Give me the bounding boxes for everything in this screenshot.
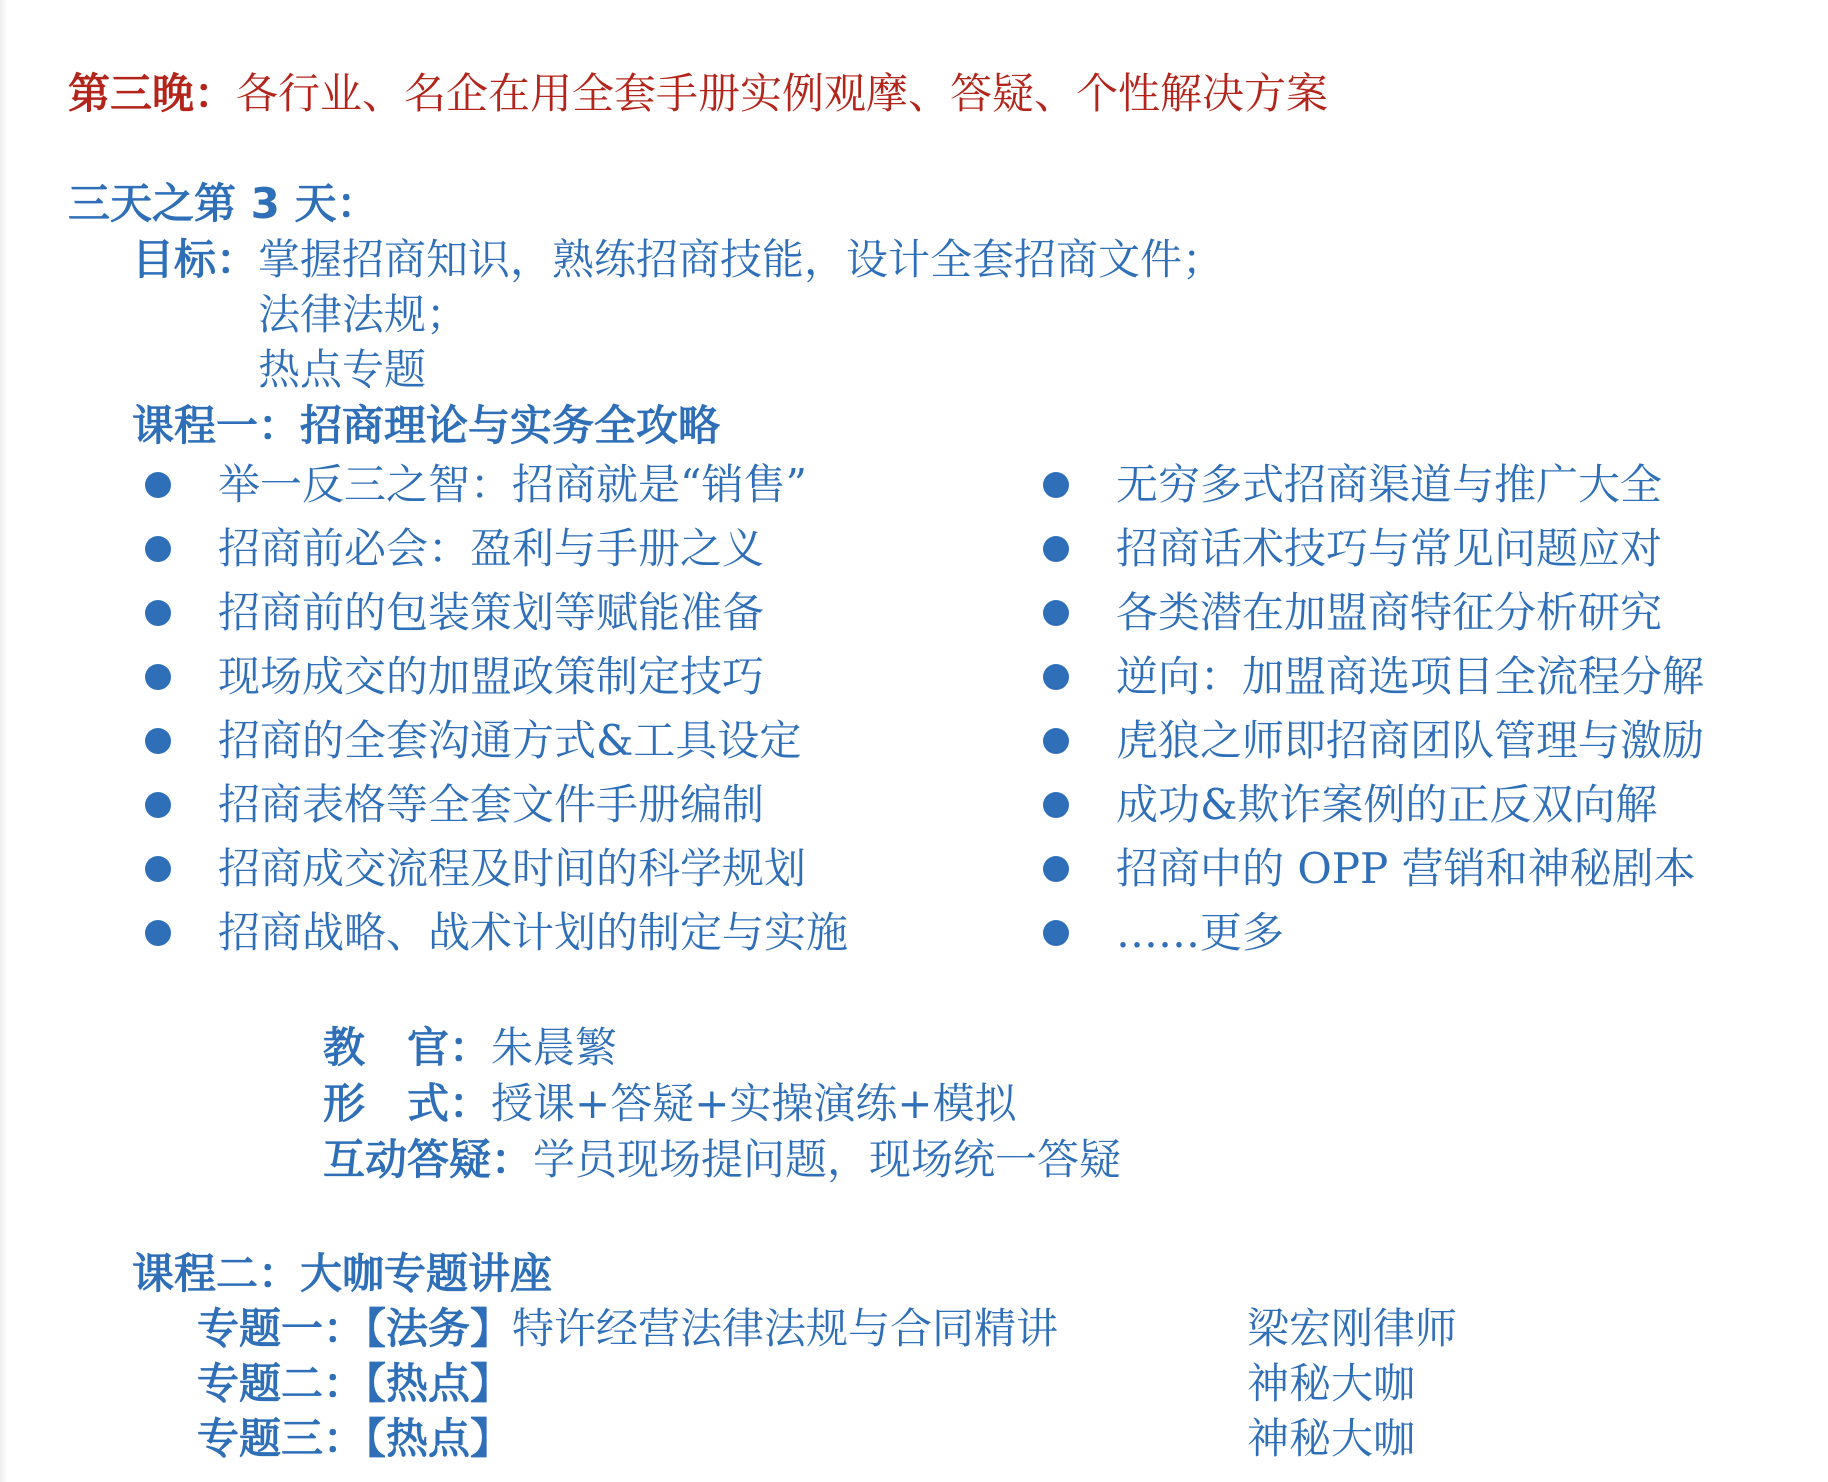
bullet-icon [145,856,171,882]
list-item-text: 无穷多式招商渠道与推广大全 [1116,460,1663,509]
list-item-text: 招商成交流程及时间的科学规划 [218,844,807,893]
goal-line-1: 掌握招商知识，熟练招商技能，设计全套招商文件； [258,235,1225,284]
night3-text: 各行业、名企在用全套手册实例观摩、答疑、个性解决方案 [236,69,1329,118]
list-item-text: 招商话术技巧与常见问题应对 [1116,524,1663,573]
bullet-icon [145,792,171,818]
list-item-text: 成功&欺诈案例的正反双向解 [1116,780,1658,829]
list-item-text: 虎狼之师即招商团队管理与激励 [1116,716,1705,765]
topic-1-speaker: 梁宏刚律师 [1247,1304,1458,1353]
course2-title: 课程二：大咖专题讲座 [132,1249,553,1298]
topic-label: 专题三：【热点】 [197,1414,513,1463]
list-item-text: 招商前的包装策划等赋能准备 [218,588,765,637]
topic-3-speaker: 神秘大咖 [1247,1414,1416,1463]
instructor-label: 教 官： [323,1023,492,1072]
bullet-icon [1043,728,1069,754]
topic-1 [197,1304,1059,1353]
list-item-text: ……更多 [1116,908,1285,957]
qa-value: 学员现场提问题，现场统一答疑 [533,1135,1122,1184]
night3-label: 第三晚： [68,69,237,118]
goal-label: 目标： [132,235,259,284]
bullet-icon [145,600,171,626]
list-item-text: 举一反三之智：招商就是“销售” [218,460,807,509]
bullet-icon [1043,472,1069,498]
topic-2-speaker: 神秘大咖 [1247,1359,1416,1408]
format-value: 授课+答疑+实操演练+模拟 [491,1079,1017,1128]
list-item-text: 招商前必会：盈利与手册之义 [218,524,765,573]
page-edge-shadow [0,0,8,1482]
topic-2 [197,1359,513,1408]
instructor-name: 朱晨繁 [491,1023,618,1072]
list-item-text: 逆向：加盟商选项目全流程分解 [1116,652,1705,701]
goal-line-2: 法律法规； [258,290,469,339]
instructor-line [323,1023,618,1072]
list-item-text: 招商战略、战术计划的制定与实施 [218,908,849,957]
list-item-text: 招商中的 OPP 营销和神秘剧本 [1116,844,1696,893]
bullet-icon [1043,920,1069,946]
bullet-icon [1043,600,1069,626]
bullet-icon [1043,856,1069,882]
bullet-icon [1043,792,1069,818]
format-line [323,1079,1017,1128]
bullet-icon [1043,536,1069,562]
bullet-icon [145,920,171,946]
course1-title: 课程一：招商理论与实务全攻略 [132,401,721,450]
bullet-icon [145,536,171,562]
bullet-icon [145,472,171,498]
bullet-icon [145,728,171,754]
topic-label: 专题一：【法务】 [197,1304,513,1353]
qa-label: 互动答疑： [323,1135,534,1184]
day3-heading: 三天之第 3 天： [68,179,379,228]
night3-line [68,69,1329,118]
list-item-text: 现场成交的加盟政策制定技巧 [218,652,765,701]
topic-text: 特许经营法律法规与合同精讲 [512,1304,1059,1353]
topic-label: 专题二：【热点】 [197,1359,513,1408]
format-label: 形 式： [323,1079,492,1128]
qa-line [323,1135,1122,1184]
bullet-icon [145,664,171,690]
list-item-text: 各类潜在加盟商特征分析研究 [1116,588,1663,637]
list-item-text: 招商的全套沟通方式&工具设定 [218,716,802,765]
topic-3 [197,1414,513,1463]
goal-line-3: 热点专题 [258,345,427,394]
bullet-icon [1043,664,1069,690]
list-item-text: 招商表格等全套文件手册编制 [218,780,765,829]
